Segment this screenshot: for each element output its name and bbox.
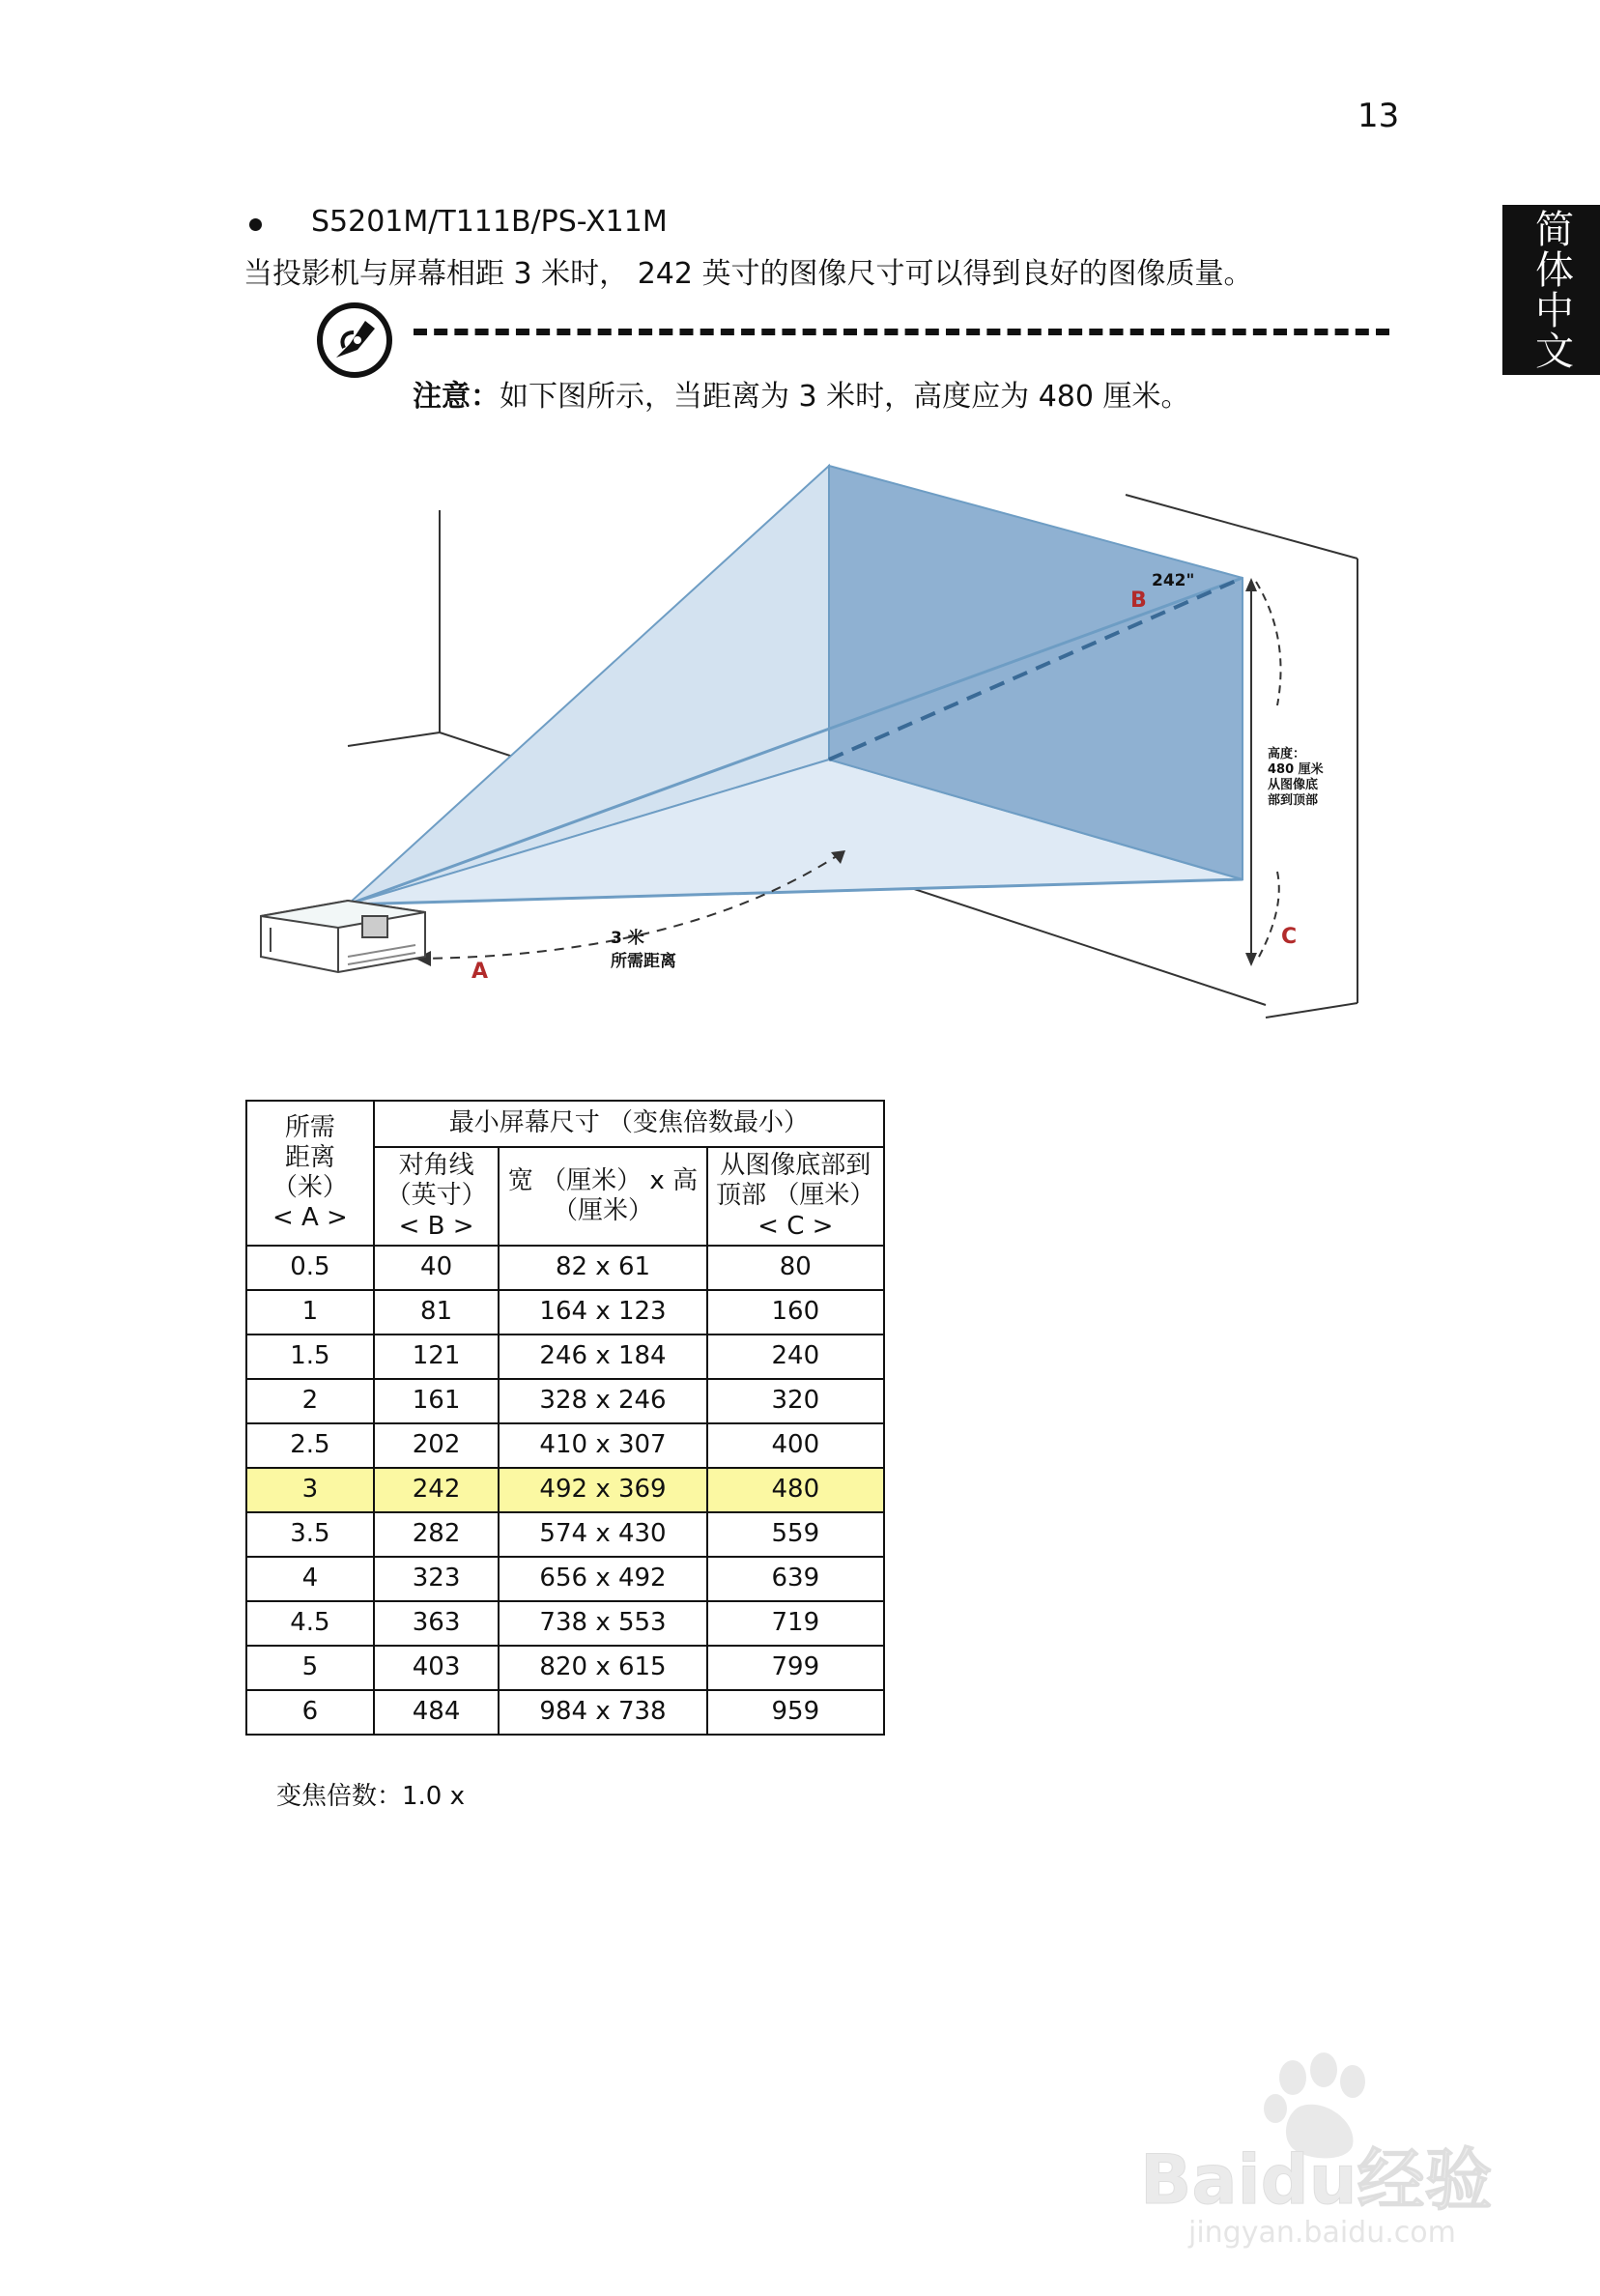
table-cell: 328 x 246	[499, 1379, 706, 1423]
table-cell: 2	[246, 1379, 374, 1423]
intro-paragraph: 当投影机与屏幕相距 3 米时， 242 英寸的图像尺寸可以得到良好的图像质量。	[243, 257, 1253, 291]
label-b: B	[1130, 588, 1147, 613]
language-tab: 简体中文	[1502, 205, 1600, 375]
table-row	[246, 1557, 884, 1601]
table-cell: 2.5	[246, 1423, 374, 1468]
label-c: C	[1281, 925, 1298, 949]
table-cell: 282	[374, 1512, 500, 1557]
header-line: 宽 （厘米） x 高	[507, 1165, 699, 1195]
note-label: 注意：	[413, 380, 500, 414]
table-cell: 400	[707, 1423, 884, 1468]
header-line: 从图像底部到	[720, 1151, 871, 1181]
header-line: （厘米）	[553, 1196, 654, 1225]
table-row	[246, 1379, 884, 1423]
table-cell: 246 x 184	[499, 1335, 706, 1379]
header-width-height	[499, 1147, 706, 1246]
header-line: （英寸）	[386, 1181, 487, 1211]
table-cell: 323	[374, 1557, 500, 1601]
height-label-line-4: 部到顶部	[1268, 793, 1319, 808]
table-cell: 160	[707, 1290, 884, 1335]
header-min-screen-size: 最小屏幕尺寸 （变焦倍数最小）	[374, 1101, 884, 1147]
distance-caption: 所需距离	[611, 952, 676, 971]
table-cell: 1	[246, 1290, 374, 1335]
watermark-url: jingyan.baidu.com	[1188, 2216, 1456, 2250]
table-cell: 1.5	[246, 1335, 374, 1379]
model-heading: S5201M/T111B/PS-X11M	[311, 205, 668, 239]
table-cell: 320	[707, 1379, 884, 1423]
header-line: 顶部 （厘米）	[716, 1181, 875, 1211]
table-cell: 403	[374, 1646, 500, 1690]
table-cell: 40	[374, 1246, 500, 1290]
baidu-watermark-logo	[1130, 2039, 1507, 2252]
table-cell: 240	[707, 1335, 884, 1379]
note-body: 如下图所示，当距离为 3 米时，高度应为 480 厘米。	[500, 380, 1190, 414]
table-cell: 480	[707, 1468, 884, 1512]
table-cell: 719	[707, 1601, 884, 1646]
table-cell: 81	[374, 1290, 500, 1335]
page-number: 13	[1357, 97, 1400, 135]
table-cell: 3	[246, 1468, 374, 1512]
table-cell: 410 x 307	[499, 1423, 706, 1468]
throw-distance-table	[245, 1100, 885, 1736]
diagonal-label: 242"	[1152, 571, 1195, 590]
table-cell: 484	[374, 1690, 500, 1735]
height-label-line-3: 从图像底	[1268, 778, 1319, 792]
table-cell: 0.5	[246, 1246, 374, 1290]
table-cell: 164 x 123	[499, 1290, 706, 1335]
header-bottom-to-top	[707, 1147, 884, 1246]
note-dashed-divider	[414, 329, 1389, 335]
projector-icon	[261, 901, 425, 972]
table-cell: 4	[246, 1557, 374, 1601]
table-row	[246, 1512, 884, 1557]
bullet-icon	[249, 218, 262, 231]
table-cell: 6	[246, 1690, 374, 1735]
header-line: < C >	[757, 1211, 834, 1241]
table-cell: 4.5	[246, 1601, 374, 1646]
table-row	[246, 1246, 884, 1290]
table-cell: 984 x 738	[499, 1690, 706, 1735]
table-cell: 799	[707, 1646, 884, 1690]
table-cell: 3.5	[246, 1512, 374, 1557]
watermark-brand: Baidu经验	[1140, 2140, 1493, 2220]
header-diagonal	[374, 1147, 500, 1246]
table-cell: 639	[707, 1557, 884, 1601]
table-cell: 363	[374, 1601, 500, 1646]
header-distance	[246, 1101, 374, 1246]
note-text	[413, 372, 1190, 415]
table-cell: 492 x 369	[499, 1468, 706, 1512]
table-cell: 161	[374, 1379, 500, 1423]
zoom-footnote: 变焦倍数：1.0 x	[276, 1782, 466, 1811]
height-arc	[1256, 582, 1281, 705]
header-line: （米）	[271, 1173, 348, 1202]
table-cell: 82 x 61	[499, 1246, 706, 1290]
table-cell: 959	[707, 1690, 884, 1735]
table-row	[246, 1423, 884, 1468]
table-row	[246, 1601, 884, 1646]
table-row-highlighted	[246, 1468, 884, 1512]
table-cell: 121	[374, 1335, 500, 1379]
distance-value: 3 米	[611, 929, 644, 948]
table-cell: 574 x 430	[499, 1512, 706, 1557]
table-row	[246, 1290, 884, 1335]
header-line: 对角线	[398, 1151, 474, 1181]
table-row	[246, 1646, 884, 1690]
table-cell: 80	[707, 1246, 884, 1290]
header-line: < A >	[271, 1203, 348, 1233]
table-cell: 202	[374, 1423, 500, 1468]
table-cell: 656 x 492	[499, 1557, 706, 1601]
header-line: < B >	[398, 1211, 474, 1241]
table-cell: 242	[374, 1468, 500, 1512]
table-cell: 820 x 615	[499, 1646, 706, 1690]
table-cell: 559	[707, 1512, 884, 1557]
table-cell: 5	[246, 1646, 374, 1690]
height-label-line-1: 高度：	[1268, 747, 1306, 761]
label-a: A	[471, 960, 489, 984]
table-row	[246, 1690, 884, 1735]
height-label-line-2: 480 厘米	[1268, 762, 1324, 777]
table-cell: 738 x 553	[499, 1601, 706, 1646]
header-line: 距离	[284, 1142, 335, 1172]
note-pen-icon	[315, 301, 394, 379]
header-line: 所需	[284, 1112, 335, 1142]
projection-diagram	[251, 454, 1372, 1034]
table-row	[246, 1335, 884, 1379]
